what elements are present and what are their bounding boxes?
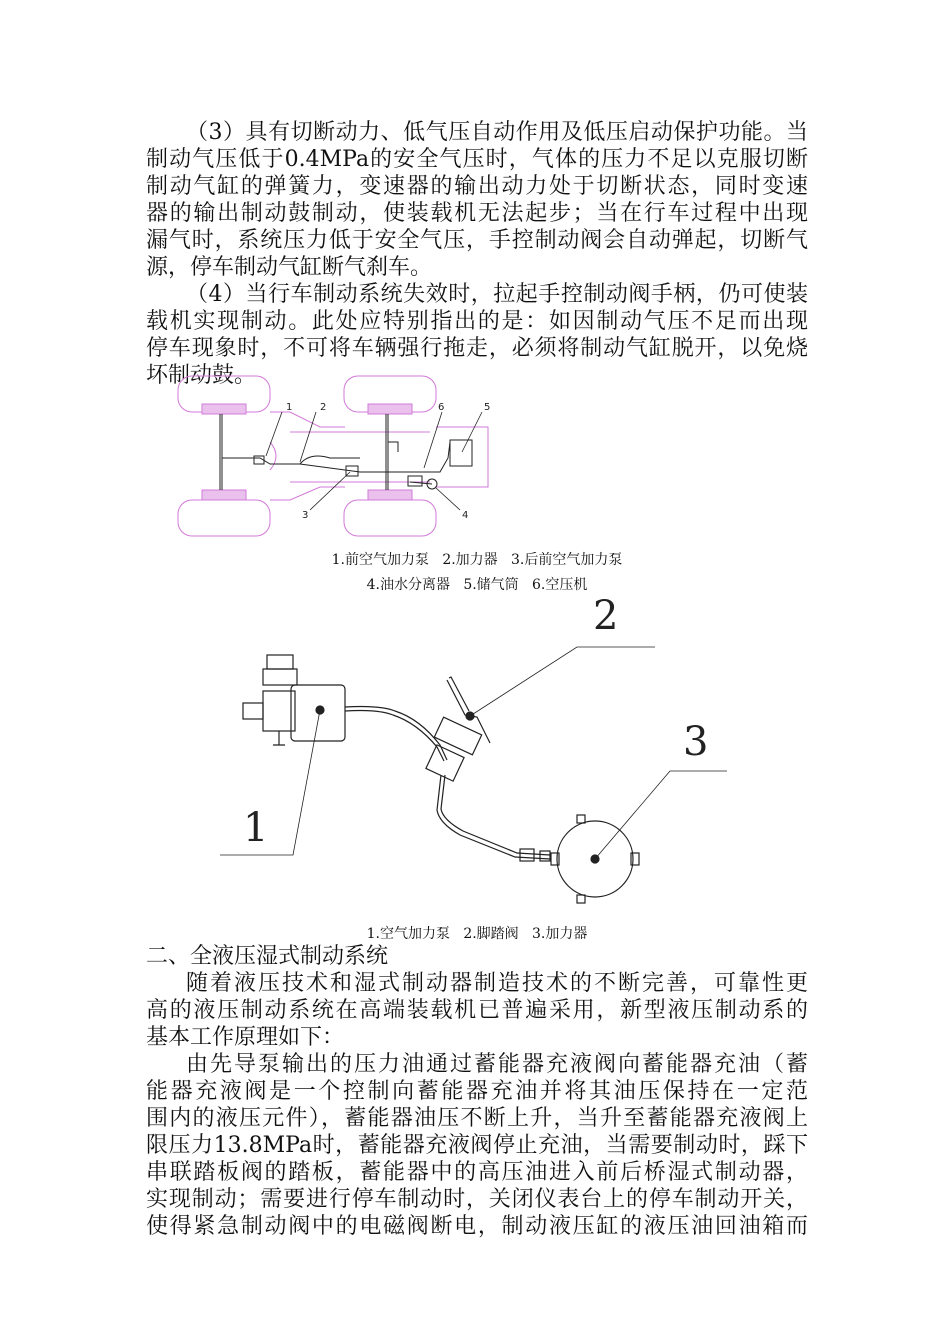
- air-booster-diagram: [215, 595, 745, 925]
- figure2-caption: 1.空气加力泵 2.脚踏阀 3.加力器: [366, 926, 588, 942]
- text-line: 坏制动鼓。: [146, 363, 257, 388]
- fig1-label-5: 5: [484, 402, 491, 413]
- text-line: 停车现象时，不可将车辆强行拖走，必须将制动气缸脱开，以免烧: [146, 336, 808, 361]
- fig2-label-1: 1: [243, 805, 269, 851]
- paragraph-principle: [146, 1051, 808, 1240]
- text-line: 限压力13.8MPa时，蓄能器充液阀停止充油，当需要制动时，踩下: [146, 1133, 808, 1158]
- text-line: 串联踏板阀的踏板，蓄能器中的高压油进入前后桥湿式制动器，: [146, 1160, 808, 1185]
- text-line: 源，停车制动气缸断气刹车。: [146, 255, 433, 280]
- figure1-caption-line1: 1.前空气加力泵 2.加力器 3.后前空气加力泵: [331, 552, 623, 568]
- text-line: 围内的液压元件），蓄能器油压不断上升，当升至蓄能器充液阀上: [146, 1106, 808, 1131]
- text-line: （3）具有切断动力、低气压自动作用及低压启动保护功能。当: [186, 120, 808, 145]
- text-line: 随着液压技术和湿式制动器制造技术的不断完善，可靠性更: [186, 971, 808, 996]
- section-heading: 二、全液压湿式制动系统: [146, 944, 389, 969]
- text-line: 能器充液阀是一个控制向蓄能器充油并将其油压保持在一定范: [146, 1079, 808, 1104]
- text-line: 由先导泵输出的压力油通过蓄能器充液阀向蓄能器充油（蓄: [186, 1052, 808, 1077]
- fig2-label-3: 3: [683, 719, 709, 765]
- paragraph-3: [146, 119, 808, 281]
- fig1-label-1: 1: [286, 402, 293, 413]
- fig1-label-4: 4: [462, 510, 469, 521]
- text-line: 制动气压低于0.4MPa的安全气压时，气体的压力不足以克服切断: [146, 147, 808, 172]
- figure1-caption-line2: 4.油水分离器 5.储气筒 6.空压机: [366, 577, 588, 593]
- text-line: 使得紧急制动阀中的电磁阀断电，制动液压缸的液压油回油箱而: [146, 1214, 808, 1239]
- fig1-label-6: 6: [438, 402, 445, 413]
- text-line: （4）当行车制动系统失效时，拉起手控制动阀手柄，仍可使装: [186, 282, 808, 307]
- text-line: 载机实现制动。此处应特别指出的是：如因制动气压不足而出现: [146, 309, 808, 334]
- fig1-label-2: 2: [320, 402, 327, 413]
- text-line: 实现制动；需要进行停车制动时，关闭仪表台上的停车制动开关，: [146, 1187, 808, 1212]
- fig2-label-2: 2: [593, 595, 619, 639]
- text-line: 制动气缸的弹簧力，变速器的输出动力处于切断状态，同时变速: [146, 174, 808, 199]
- text-line: 高的液压制动系统在高端装载机已普遍采用，新型液压制动系的: [146, 998, 808, 1023]
- brake-system-layout-diagram: [170, 372, 510, 547]
- paragraph-intro: [146, 970, 808, 1051]
- text-line: 器的输出制动鼓制动，使装载机无法起步；当在行车过程中出现: [146, 201, 808, 226]
- text-line: 基本工作原理如下：: [146, 1025, 345, 1050]
- fig1-label-3: 3: [302, 510, 309, 521]
- text-line: 漏气时，系统压力低于安全气压，手控制动阀会自动弹起，切断气: [146, 228, 808, 253]
